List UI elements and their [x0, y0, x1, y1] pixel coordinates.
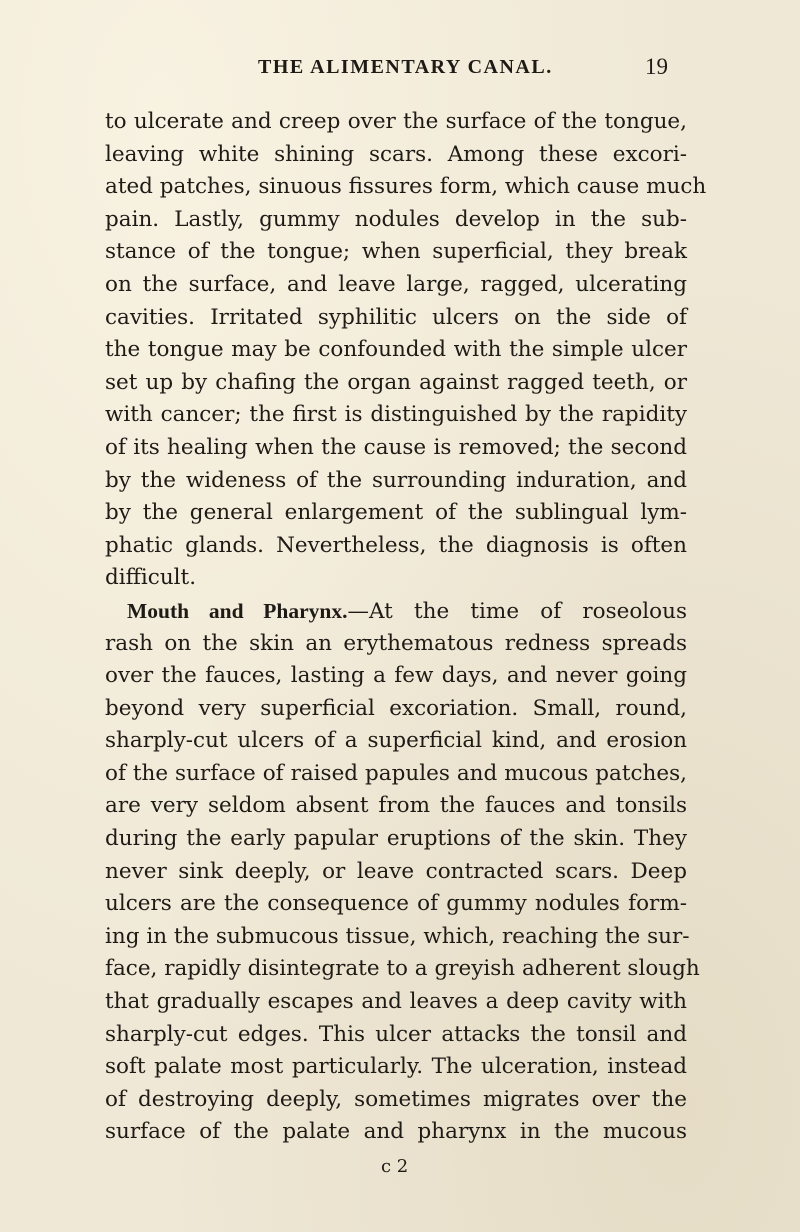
- signature-mark: c 2: [381, 1156, 409, 1177]
- text-line: never sink deeply, or leave contracted scars. Deep: [105, 858, 687, 884]
- text-line: leaving white shining scars. Among these excori-: [105, 141, 687, 167]
- text-line: face, rapidly disintegrate to a greyish adherent slough: [105, 956, 700, 982]
- paragraph-mouth-and-pharynx: [105, 595, 700, 1149]
- text-line: cavities. Irritated syphilitic ulcers on the side of: [105, 304, 687, 330]
- text-line: on the surface, and leave large, ragged, ulcerating: [105, 271, 687, 297]
- text-line: that gradually escapes and leaves a deep cavity with: [105, 989, 687, 1015]
- text-line: difficult.: [105, 565, 197, 591]
- paragraph-tongue: [105, 106, 707, 595]
- text-line: over the fauces, lasting a few days, and never going: [105, 663, 687, 689]
- text-line: during the early papular eruptions of the skin. They: [105, 826, 687, 852]
- running-head: THE ALIMENTARY CANAL.: [258, 56, 553, 78]
- text-line: to ulcerate and creep over the surface of the tongue,: [105, 109, 687, 134]
- text-line: sharply-cut edges. This ulcer attacks the tonsil and: [105, 1021, 687, 1047]
- text-line: by the general enlargement of the sublingual lym-: [105, 500, 687, 526]
- text-line: rash on the skin an erythematous redness spreads: [105, 630, 687, 656]
- text-line: beyond very superficial excoriation. Small, round,: [105, 695, 687, 721]
- heading-line-text: —At the time of roseolous: [347, 598, 687, 624]
- page-header: [258, 56, 728, 90]
- text-line: phatic glands. Nevertheless, the diagnosis is often: [105, 532, 687, 558]
- body-text: [105, 106, 707, 1149]
- text-line: of the surface of raised papules and mucous patches,: [105, 760, 687, 786]
- page-number: 19: [645, 54, 668, 79]
- text-line: the tongue may be confounded with the simple ulcer: [105, 337, 687, 363]
- text-line: with cancer; the first is distinguished by the rapidity: [105, 402, 687, 428]
- text-line: ing in the submucous tissue, which, reaching the sur-: [105, 923, 690, 949]
- text-line: pain. Lastly, gummy nodules develop in the sub-: [105, 206, 687, 232]
- text-line: of destroying deeply, sometimes migrates over the: [105, 1086, 687, 1112]
- text-line: ated patches, sinuous fissures form, which cause much: [105, 174, 707, 200]
- text-line: soft palate most particularly. The ulceration, instead: [105, 1054, 687, 1080]
- section-heading: Mouth and Pharynx.: [127, 598, 348, 623]
- text-line: surface of the palate and pharynx in the mucous: [105, 1119, 687, 1145]
- text-line: sharply-cut ulcers of a superficial kind, and erosion: [105, 728, 687, 754]
- text-line: set up by chafing the organ against ragged teeth, or: [105, 369, 687, 395]
- text-line: [105, 595, 687, 628]
- text-line: ulcers are the consequence of gummy nodules form-: [105, 891, 687, 917]
- text-line: of its healing when the cause is removed; the second: [105, 434, 687, 460]
- text-line: stance of the tongue; when superficial, they break: [105, 239, 687, 265]
- text-line: by the wideness of the surrounding induration, and: [105, 467, 687, 493]
- text-line: are very seldom absent from the fauces and tonsils: [105, 793, 687, 819]
